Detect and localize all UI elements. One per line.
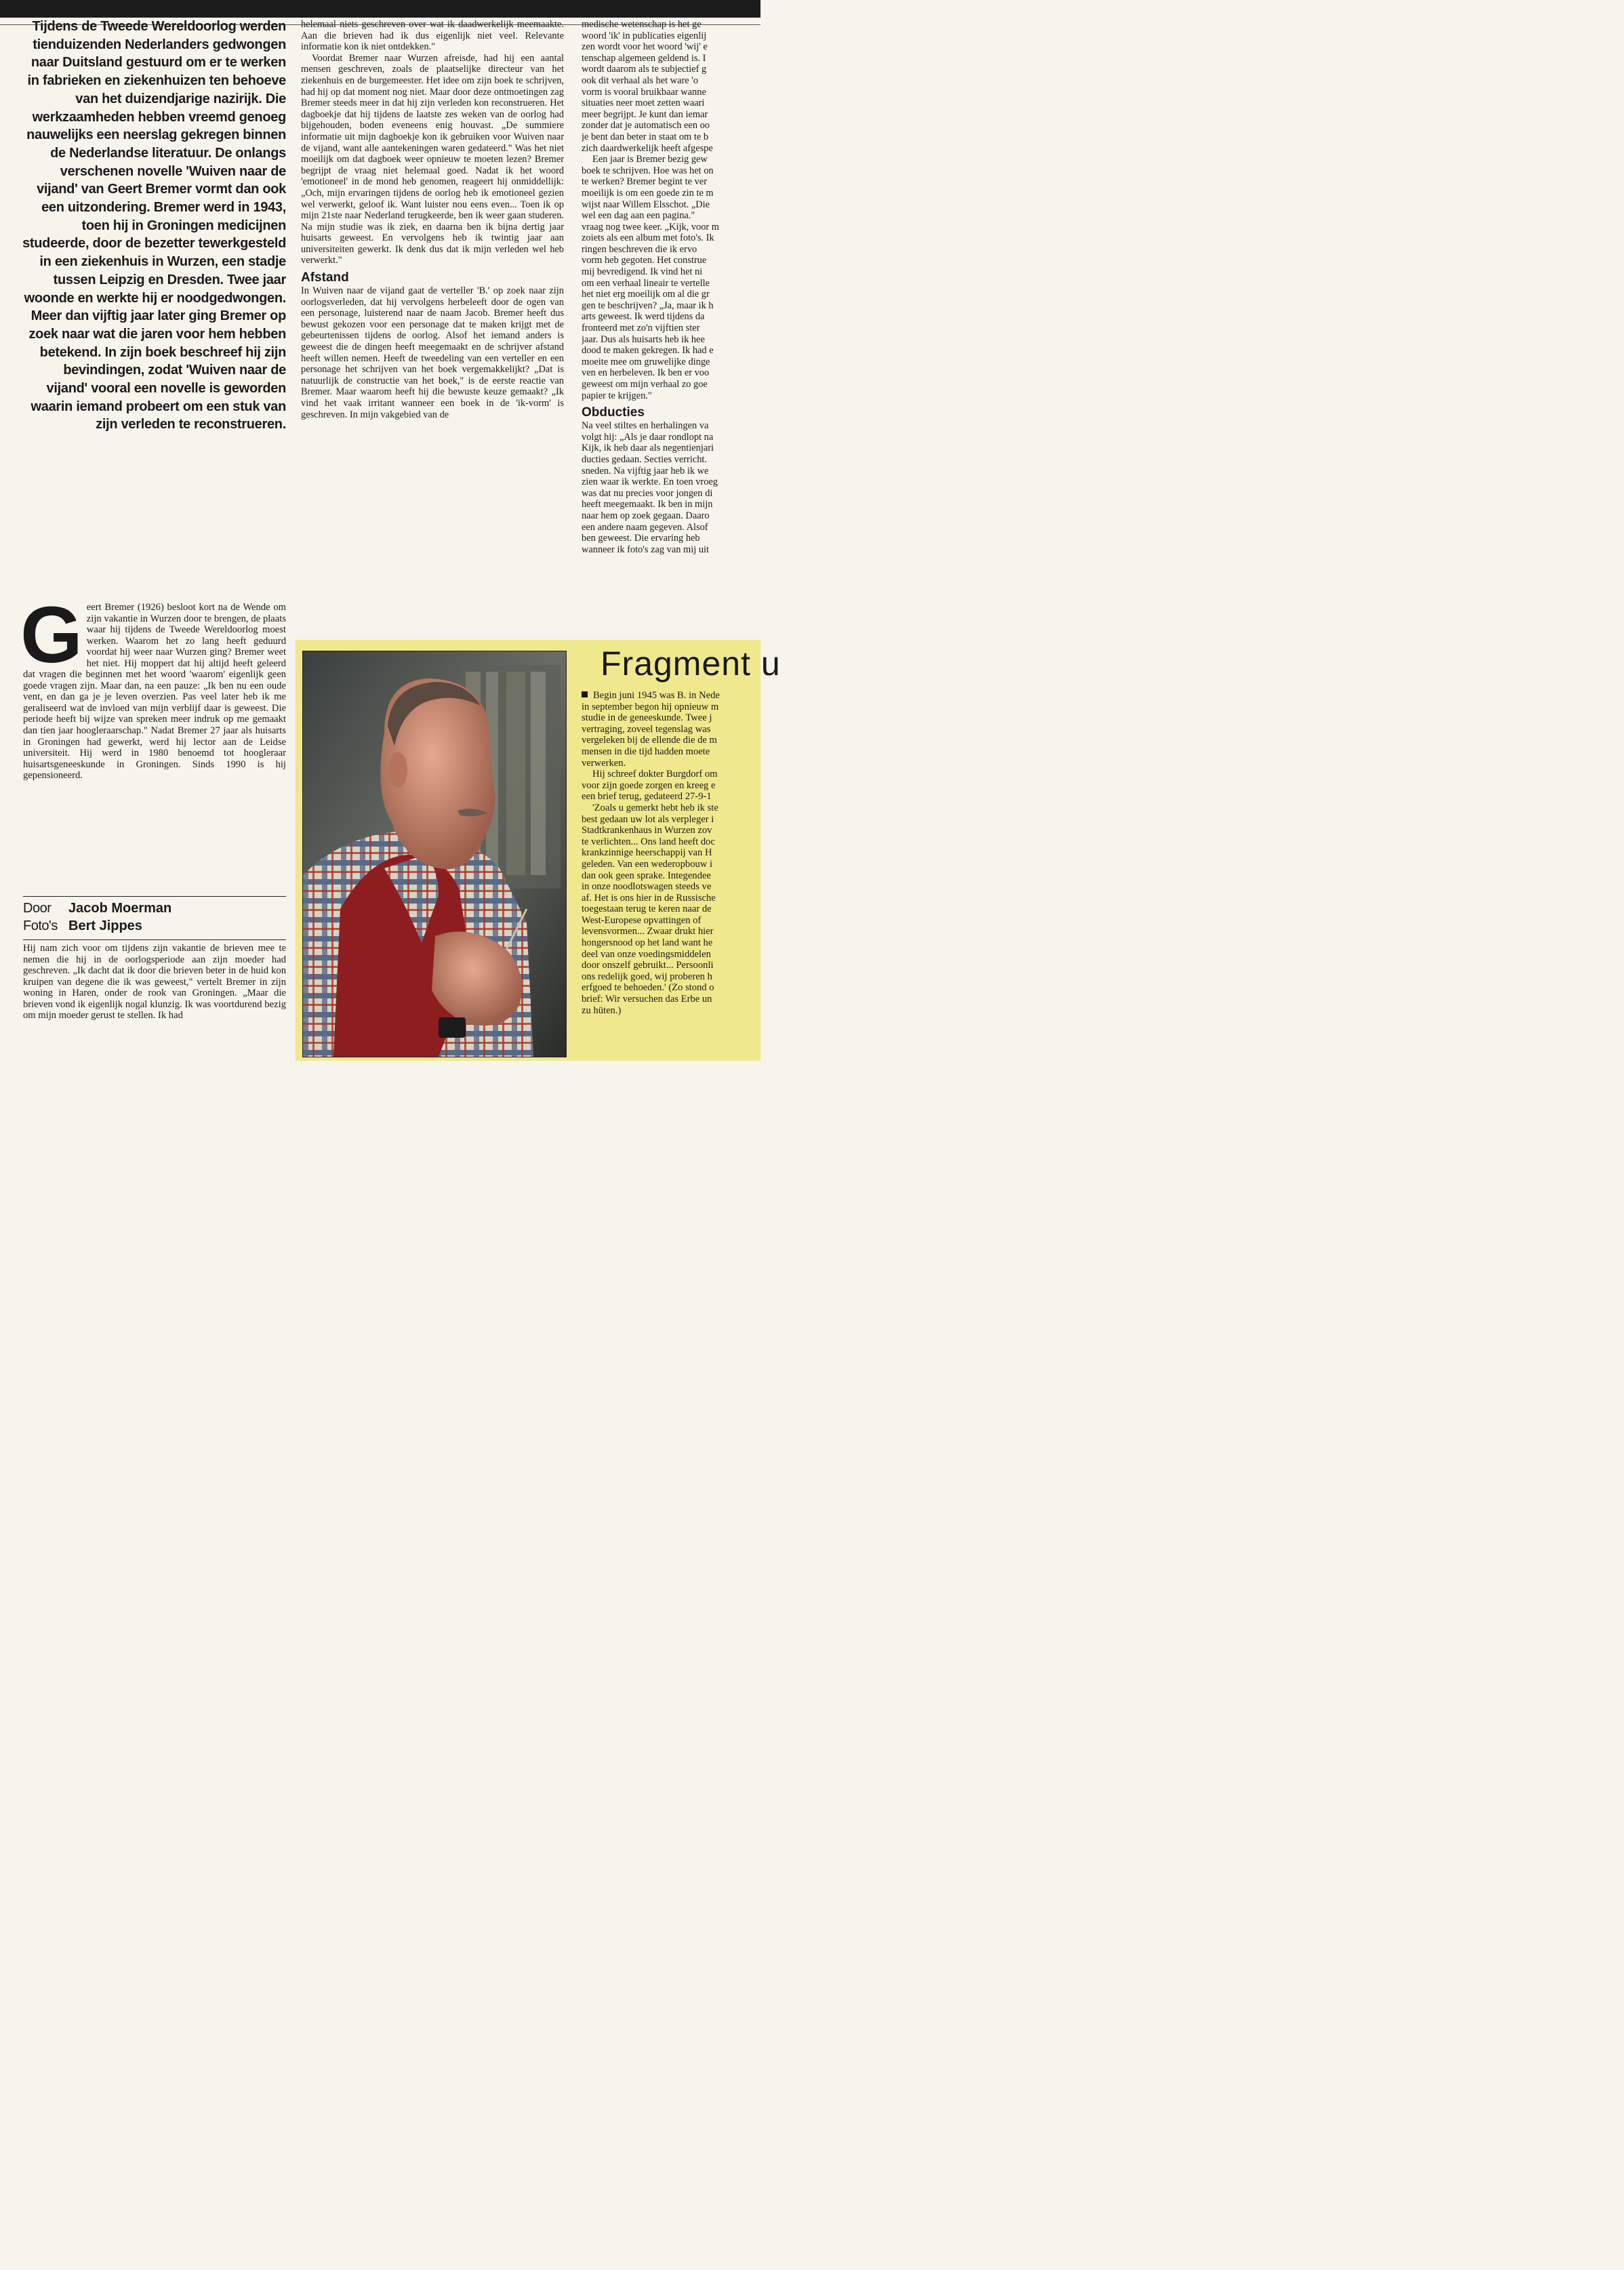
col3-line: het niet erg moeilijk om al die gr (582, 289, 710, 300)
left-paragraph-2: Hij nam zich voor om tijdens zijn vakantie de brieven mee te nemen die hij in de oorlogsperiode aan zijn moeder had geschreven. „Ik dacht dat ik door die brieven beter in de huid kon kruipen van degene die ik was geweest," vertelt Bremer in zijn woning in Haren, onder de rook van Groningen. „Maar die brieven vond ik eigenlijk nogal klunzig. Ik was voortdurend bezig om mijn moeder gerust te stellen. Ik had (23, 943, 286, 1021)
col3-line: ook dit verhaal als het ware 'o (582, 75, 699, 86)
col3-line: te werken? Bremer begint te ver (582, 176, 707, 188)
intro-lead: Tijdens de Tweede Wereldoorlog werden tienduizenden Nederlanders gedwongen naar Duitsland gestuurd om er te werken in fabrieken en ziekenhuizen ten behoeve van het duizendjarige nazirijk. Die werkzaamheden hebben vreemd genoeg nauwelijks een neerslag gekregen binnen de Nederlandse literatuur. De onlangs verschenen novelle 'Wuiven naar de vijand' van Geert Bremer vormt dan ook een uitzondering. Bremer werd in 1943, toen hij in Groningen medicijnen studeerde, door de bezetter tewerkgesteld in een ziekenhuis in Wurzen, een stadje tussen Leipzig en Dresden. Twee jaar woonde en werkte hij er noodgedwongen. Meer dan vijftig jaar later ging Bremer op zoek naar wat die jaren voor hem hebben betekend. In zijn boek beschreef hij zijn bevindingen, zodat 'Wuiven naar de vijand' vooral een novelle is geworden waarin iemand probeert om een stuk van zijn verleden te reconstrueren. (22, 19, 286, 432)
col3-line: Na veel stiltes en herhalingen va (582, 420, 709, 432)
sidebar-line (582, 690, 771, 702)
top-banner-bar (0, 0, 760, 18)
sidebar-line: brief: Wir versuchen das Erbe un (582, 994, 712, 1005)
sidebar-line: geleden. Van een wederopbouw i (582, 858, 713, 870)
col3-line: moeilijk is om een goede zin te m (582, 187, 714, 199)
col3-line: zen wordt voor het woord 'wij' e (582, 41, 708, 53)
sidebar-line: zu hüten.) (582, 1005, 622, 1016)
drop-cap: G (20, 590, 81, 680)
sidebar-line: in september begon hij opnieuw m (582, 701, 719, 712)
col3-line: was dat nu precies voor jongen di (582, 487, 713, 499)
sidebar-line: toegestaan terug te keren naar de (582, 904, 712, 915)
col3-line: papier te krijgen." (582, 390, 652, 401)
byline-photo-row (23, 917, 286, 935)
col3-line: wordt daarom als te subjectief g (582, 64, 707, 75)
byline-photo-name: Bert Jippes (68, 918, 142, 933)
byline-author-label: Door (23, 901, 52, 916)
portrait-illustration (303, 651, 566, 1057)
col3-line: zonder dat je automatisch een oo (582, 120, 710, 131)
col3-line: een andere naam gegeven. Alsof (582, 521, 708, 533)
column-middle (301, 19, 564, 420)
column-right (582, 19, 785, 555)
sidebar-line: levensvormen... Zwaar drukt hier (582, 926, 714, 937)
sidebar-line: best gedaan uw lot als verpleger i (582, 813, 714, 825)
col3-line: om een verhaal lineair te vertelle (582, 277, 710, 289)
sidebar-line: door onszelf gebruikt... Persoonli (582, 960, 714, 971)
col3-block-2 (582, 154, 785, 401)
col3-line: ringen beschreven die ik ervo (582, 243, 697, 255)
fragment-sidebar (582, 640, 781, 1016)
sidebar-line: in onze noodlotswagen steeds ve (582, 881, 712, 893)
sidebar-line: af. Het is ons hier in de Russische (582, 892, 716, 904)
col3-line: wijst naar Willem Elsschot. „Die (582, 199, 710, 210)
sidebar-title: Fragment u (601, 645, 781, 683)
subhead-afstand: Afstand (301, 270, 349, 285)
col3-line: wanneer ik foto's zag van mij uit (582, 544, 710, 555)
sidebar-line: West-Europese opvattingen of (582, 914, 702, 926)
col2-paragraph-3: In Wuiven naar de vijand gaat de verteller 'B.' op zoek naar zijn oorlogsverleden, dat hij vervolgens herbeleeft door de ogen van een personage, luisterend naar de naam Jacob. Bremer heeft dus bewust gekozen voor een personage dat te maken krijgt met de gebeurtenissen tijdens de oorlog. Alsof het iemand anders is geweest die de dingen heeft meegemaakt en de schrijver afstand heeft willen nemen. Heeft de tweedeling van een verteller en een personage het schrijven van het boek vergemakkelijkt? „Dat is natuurlijk de constructie van het boek," is de eerste reactie van Bremer. Maar waarom heeft hij die bewuste keuze gemaakt? „Ik vind het vaak irritant wanneer een boek in de 'ik-vorm' is geschreven. In mijn vakgebied van de (301, 285, 564, 420)
col3-line: volgt hij: „Als je daar rondlopt na (582, 431, 714, 443)
col3-line: wel een dag aan een pagina." (582, 210, 695, 222)
byline-rule (23, 939, 286, 940)
col3-line: geweest om mijn verhaal zo goe (582, 379, 708, 390)
col3-line: meer begrijpt. Je kunt dan iemar (582, 108, 708, 120)
col3-line: vraag nog twee keer. „Kijk, voor m (582, 221, 720, 232)
col3-block-3 (582, 420, 785, 555)
col3-line: ven en herbeleven. Ik ben er voo (582, 367, 710, 379)
sidebar-line: 'Zoals u gemerkt hebt heb ik ste (592, 802, 718, 813)
column-left-continued (23, 943, 286, 1021)
sidebar-line: deel van onze voedingsmiddelen (582, 948, 711, 960)
col2-paragraph-2: Voordat Bremer naar Wurzen afreisde, had hij een aantal mensen geschreven, zoals de plaatselijke directeur van het ziekenhuis en de burgemeester. Het idee om zijn boek te schrijven, had hij op dat moment nog niet. Maar door deze ontmoetingen zag Bremer steeds meer in dat hij zijn verleden kon reconstrueren. Het dagboekje dat hij tijdens de laatste zes weken van de oorlog had bijgehouden, boden eveneens enig houvast. „De summiere informatie uit mijn dagboekje kon ik gebruiken voor Wuiven naar de vijand, want alle aantekeningen waren gedateerd." Was het niet moeilijk om dat dagboek weer opnieuw te moeten lezen? Bremer begrijpt de vraag niet helemaal goed. Nadat ik het woord 'emotioneel' in de mond heb genomen, reageert hij onmiddellijk: „Och, mijn ervaringen tijdens de oorlog heb ik emotioneel gezien wel verwerkt, geloof ik. Want luister nou eens even... Toen ik op mijn 21ste naar Nederland terugkeerde, ben ik weer gaan studeren. Na mijn studie was ik ziek, en daarna ben ik bijna dertig jaar huisarts geweest. En vervolgens heb ik twintig jaar aan universiteiten gewerkt. Ik denk dus dat ik mijn verleden wel heb verwerkt." (301, 52, 564, 266)
col3-line: tenschap algemeen geldend is. I (582, 52, 706, 64)
sidebar-line: voor zijn goede zorgen en kreeg e (582, 779, 716, 791)
col3-line: sneden. Na vijftig jaar heb ik we (582, 465, 709, 477)
sidebar-line: krankzinnige heerschappij van H (582, 847, 712, 859)
sidebar-line: een brief terug, gedateerd 27-9-1 (582, 791, 712, 803)
sidebar-line: verwerken. (582, 757, 626, 769)
col3-line: boek te schrijven. Hoe was het on (582, 165, 714, 176)
byline (23, 896, 286, 935)
col3-line: zich daardwerkelijk heeft afgespe (582, 142, 713, 154)
byline-photo-label: Foto's (23, 918, 58, 933)
col3-line: dood te maken gekregen. Ik had e (582, 345, 714, 357)
col3-block-1 (582, 19, 785, 154)
sidebar-line: mensen in die tijd hadden moete (582, 746, 710, 757)
col3-line: ben geweest. Die ervaring heb (582, 533, 700, 544)
col3-line: moeite mee om gruwelijke dinge (582, 356, 710, 367)
col3-line: Kijk, ik heb daar als negentienjari (582, 443, 714, 454)
col3-line: fronteerd met zo'n vijftien ster (582, 323, 700, 334)
col3-line: zien waar ik werkte. En toen vroeg (582, 477, 718, 488)
column-left-body (20, 590, 286, 782)
col3-line: Een jaar is Bremer bezig gew (592, 154, 708, 165)
sidebar-line: erfgoed te behoeden.' (Zo stond o (582, 982, 714, 994)
sidebar-line: vergeleken bij de ellende die de m (582, 735, 717, 746)
col3-line: ducties gedaan. Secties verricht. (582, 453, 708, 465)
col3-line: jaar. Dus als huisarts heb ik hee (582, 333, 705, 345)
sidebar-line: te verlichten... Ons land heeft doc (582, 836, 715, 847)
col3-line: naar hem op zoek gegaan. Daaro (582, 510, 710, 521)
col3-line: je bent dan beter in staat om te b (582, 131, 709, 142)
sidebar-line: vertraging, zoveel tegenslag was (582, 723, 711, 735)
col3-line: vorm heb gegoten. Het construe (582, 255, 707, 266)
col3-line: medische wetenschap is het ge (582, 19, 702, 30)
col3-line: woord 'ik' in publicaties eigenlij (582, 30, 707, 41)
sidebar-text (582, 690, 771, 1016)
col3-line: arts geweest. Ik werd tijdens da (582, 311, 705, 323)
sidebar-line: dan ook geen sprake. Integendee (582, 870, 711, 881)
col3-line: vorm is vooral bruikbaar wanne (582, 86, 706, 98)
square-bullet-icon (582, 691, 588, 697)
sidebar-line: studie in de geneeskunde. Twee j (582, 712, 712, 724)
byline-author-name: Jacob Moerman (68, 901, 172, 916)
sidebar-line-text: Begin juni 1945 was B. in Nede (593, 690, 720, 701)
sidebar-line: hongersnood op het land want he (582, 937, 713, 949)
col3-line: heeft meegemaakt. Ik ben in mijn (582, 499, 713, 510)
col3-line: zoiets als een album met foto's. Ik (582, 232, 714, 244)
subhead-obducties: Obducties (582, 405, 645, 420)
col2-paragraph-1: helemaal niets geschreven over wat ik daadwerkelijk meemaakte. Aan die brieven had ik dus eigenlijk niet veel. Relevante informatie kon ik niet ontdekken." (301, 19, 564, 53)
byline-author-row (23, 899, 286, 917)
col3-line: gen te beschrijven? „Ja, maar ik h (582, 300, 714, 311)
col3-line: situaties neer moet zetten waari (582, 98, 705, 109)
portrait-photo (302, 651, 567, 1057)
left-paragraph-1: eert Bremer (1926) besloot kort na de Wende om zijn vakantie in Wurzen door te brengen, de plaats waar hij tijdens de Tweede Wereldoorlog moest werken. Waarom het zo lang heeft geduurd voordat hij weer naar Wurzen ging? Bremer weet het niet. Hij moppert dat hij altijd heeft geleerd dat vragen die beginnen met het woord 'waarom' eigenlijk geen goede vragen zijn. Maar dan, na een pauze: „Ik ben nu een oude vent, en dan ga je je leven overzien. Pas veel later heb ik me geraliseerd wat de invloed van mijn verblijf daar is geweest. Die periode heeft bij wijze van spreken meer indruk op me gemaakt dan tien jaar hoogleraarschap." Nadat Bremer 27 jaar als huisarts in Groningen had gewerkt, werd hij lector aan de Leidse universiteit. Hij werd in 1980 benoemd tot hoogleraar huisartsgeneeskunde in Groningen. Sinds 1990 is hij gepensioneerd. (23, 602, 286, 782)
sidebar-line: ons redelijk goed, wij proberen h (582, 971, 712, 982)
col3-line: mij bevredigend. Ik vind het ni (582, 266, 703, 278)
sidebar-line: Stadtkrankenhaus in Wurzen zov (582, 825, 712, 836)
sidebar-line: Hij schreef dokter Burgdorf om (592, 769, 718, 780)
